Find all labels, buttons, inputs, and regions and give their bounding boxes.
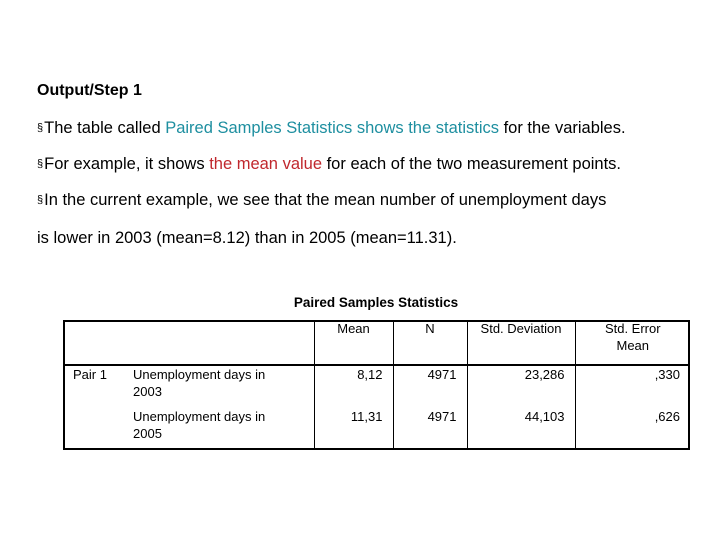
variable-label-line2: 2005	[133, 426, 162, 441]
cell-std-deviation: 44,103	[467, 408, 575, 450]
p1-highlight: Paired Samples Statistics shows the statistics	[165, 119, 499, 137]
bullet-icon: §	[37, 194, 44, 206]
table-header-row	[63, 320, 690, 365]
header-std-error-mean	[575, 320, 690, 365]
p2-text-c: for each of the two measurement points.	[322, 155, 622, 173]
paired-samples-statistics-table	[63, 320, 690, 450]
cell-n: 4971	[393, 408, 467, 450]
bullet-icon: §	[37, 122, 44, 134]
pair-label: Pair 1	[73, 367, 107, 382]
cell-std-error-mean: ,330	[575, 365, 690, 408]
p1-text-c: for the variables.	[499, 119, 626, 137]
p2-highlight: the mean value	[209, 155, 323, 173]
cell-std-deviation: 23,286	[467, 365, 575, 408]
variable-label	[129, 365, 314, 408]
header-blank-2	[129, 320, 314, 365]
table-row	[63, 408, 690, 450]
paragraph-3-continuation: is lower in 2003 (mean=8.12) than in 2005 (mean=11.31).	[37, 229, 457, 247]
header-mean: Mean	[314, 320, 393, 365]
cell-n: 4971	[393, 365, 467, 408]
table-title: Paired Samples Statistics	[293, 295, 459, 310]
pair-label-empty	[63, 408, 129, 450]
bullet-icon: §	[37, 158, 44, 170]
p3-text: In the current example, we see that the mean number of unemployment days	[44, 191, 607, 209]
cell-std-error-mean: ,626	[575, 408, 690, 450]
header-se-line1: Std. Error	[604, 321, 661, 336]
header-std-deviation: Std. Deviation	[467, 320, 575, 365]
table-row	[63, 365, 690, 408]
slide-heading: Output/Step 1	[37, 82, 142, 99]
header-n: N	[393, 320, 467, 365]
cell-mean: 8,12	[314, 365, 393, 408]
variable-label-line1: Unemployment days in	[133, 367, 266, 382]
bullet-paragraph-2	[37, 155, 621, 174]
p2-text-a: For example, it shows	[44, 155, 210, 173]
variable-label-line1: Unemployment days in	[133, 409, 266, 424]
cell-mean: 11,31	[314, 408, 393, 450]
bullet-paragraph-3	[37, 191, 606, 210]
p1-text-a: The table called	[44, 119, 166, 137]
header-blank-1	[63, 320, 129, 365]
variable-label-line2: 2003	[133, 384, 162, 399]
variable-label	[129, 408, 314, 450]
header-se-line2: Mean	[616, 338, 650, 353]
bullet-paragraph-1	[37, 119, 626, 138]
